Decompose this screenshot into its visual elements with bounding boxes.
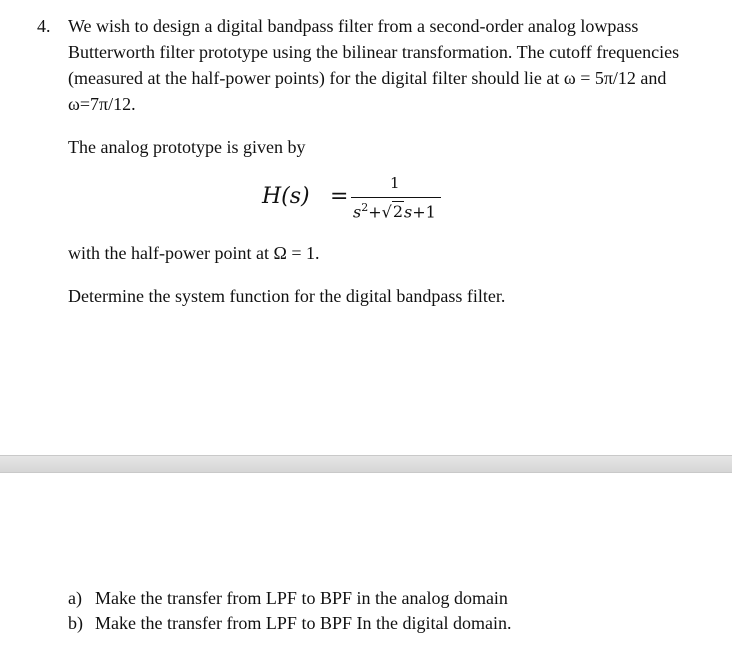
prototype-intro: The analog prototype is given by xyxy=(68,137,306,157)
fraction-denominator xyxy=(353,201,436,221)
page-separator xyxy=(0,455,732,473)
part-letter: b) xyxy=(68,613,83,633)
part-text: Make the transfer from LPF to BPF In the digital domain. xyxy=(95,613,512,633)
denominator-exponent: 2 xyxy=(361,201,369,214)
fraction-bar xyxy=(351,197,441,198)
problem-number: 4. xyxy=(37,16,51,36)
denominator-constant: +1 xyxy=(412,202,436,222)
half-power-text: with the half-power point at Ω = 1. xyxy=(68,243,320,263)
part-text: Make the transfer from LPF to BPF in the analog domain xyxy=(95,588,508,608)
problem-text-line: Butterworth filter prototype using the bilinear transformation. The cutoff frequencies xyxy=(68,42,680,62)
problem-text-line: We wish to design a digital bandpass filter from a second-order analog lowpass xyxy=(68,16,639,36)
denominator-s: s xyxy=(353,202,362,222)
question-part-b xyxy=(68,610,511,636)
problem-text-line: (measured at the half-power points) for the digital filter should lie at ω = 5π/12 and xyxy=(68,68,667,88)
transfer-function-lhs: H(s) xyxy=(262,184,310,209)
problem-text-line: ω=7π/12. xyxy=(68,94,136,114)
denominator-s-linear: s xyxy=(404,202,413,222)
question-part-a xyxy=(68,585,508,611)
fraction-numerator: 1 xyxy=(390,174,400,192)
denominator-plus: + xyxy=(368,202,382,222)
task-text: Determine the system function for the digital bandpass filter. xyxy=(68,286,506,306)
square-root: √2 xyxy=(381,202,404,222)
transfer-function-equation xyxy=(262,172,482,228)
square-root-radicand: 2 xyxy=(392,202,404,222)
part-letter: a) xyxy=(68,588,82,608)
equals-sign: = xyxy=(330,184,349,209)
